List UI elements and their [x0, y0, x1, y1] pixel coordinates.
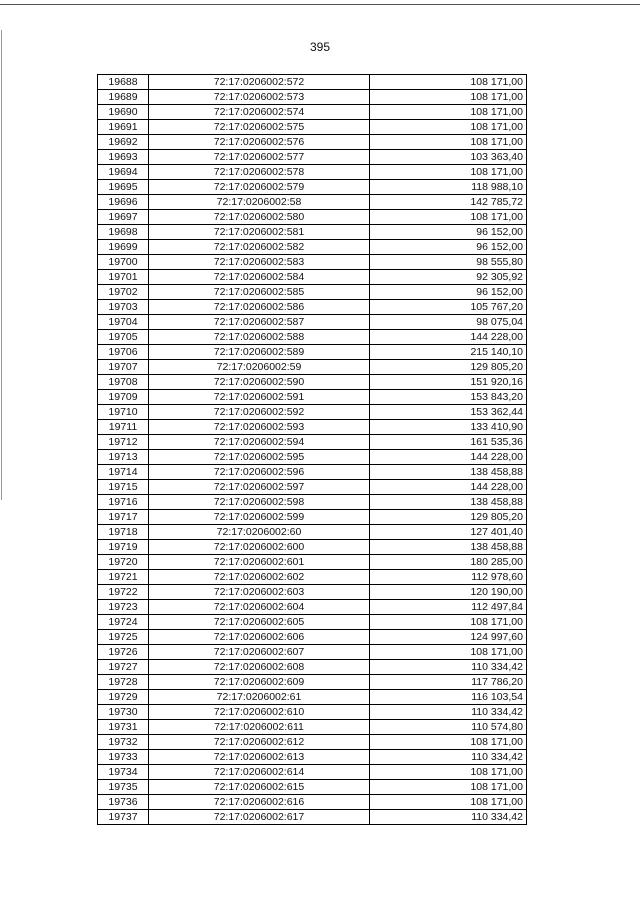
value-cell: 110 334,42: [370, 810, 527, 825]
cadastral-number-cell: 72:17:0206002:612: [149, 735, 370, 750]
cadastral-number-cell: 72:17:0206002:576: [149, 135, 370, 150]
table-row: [98, 750, 527, 765]
table-row: [98, 645, 527, 660]
cadastral-number-cell: 72:17:0206002:585: [149, 285, 370, 300]
table-row: [98, 810, 527, 825]
cadastral-number-cell: 72:17:0206002:598: [149, 495, 370, 510]
cadastral-number-cell: 72:17:0206002:604: [149, 600, 370, 615]
value-cell: 116 103,54: [370, 690, 527, 705]
table-row: [98, 90, 527, 105]
value-cell: 112 978,60: [370, 570, 527, 585]
cadastral-number-cell: 72:17:0206002:58: [149, 195, 370, 210]
table-row: [98, 300, 527, 315]
cadastral-number-cell: 72:17:0206002:611: [149, 720, 370, 735]
cadastral-number-cell: 72:17:0206002:595: [149, 450, 370, 465]
table-row: [98, 225, 527, 240]
row-number-cell: 19734: [98, 765, 149, 780]
row-number-cell: 19704: [98, 315, 149, 330]
row-number-cell: 19711: [98, 420, 149, 435]
row-number-cell: 19696: [98, 195, 149, 210]
table-row: [98, 555, 527, 570]
table-row: [98, 465, 527, 480]
value-cell: 108 171,00: [370, 615, 527, 630]
table-row: [98, 525, 527, 540]
cadastral-number-cell: 72:17:0206002:586: [149, 300, 370, 315]
row-number-cell: 19689: [98, 90, 149, 105]
cadastral-number-cell: 72:17:0206002:606: [149, 630, 370, 645]
table-row: [98, 510, 527, 525]
table-row: [98, 315, 527, 330]
value-cell: 138 458,88: [370, 465, 527, 480]
cadastral-number-cell: 72:17:0206002:583: [149, 255, 370, 270]
cadastral-number-cell: 72:17:0206002:593: [149, 420, 370, 435]
value-cell: 96 152,00: [370, 240, 527, 255]
row-number-cell: 19724: [98, 615, 149, 630]
row-number-cell: 19736: [98, 795, 149, 810]
row-number-cell: 19701: [98, 270, 149, 285]
value-cell: 96 152,00: [370, 285, 527, 300]
cadastral-number-cell: 72:17:0206002:601: [149, 555, 370, 570]
row-number-cell: 19730: [98, 705, 149, 720]
table-row: [98, 585, 527, 600]
table-row: [98, 780, 527, 795]
row-number-cell: 19691: [98, 120, 149, 135]
table-row: [98, 615, 527, 630]
row-number-cell: 19699: [98, 240, 149, 255]
table-row: [98, 450, 527, 465]
cadastral-number-cell: 72:17:0206002:580: [149, 210, 370, 225]
value-cell: 161 535,36: [370, 435, 527, 450]
row-number-cell: 19714: [98, 465, 149, 480]
value-cell: 110 334,42: [370, 660, 527, 675]
cadastral-number-cell: 72:17:0206002:589: [149, 345, 370, 360]
cadastral-number-cell: 72:17:0206002:616: [149, 795, 370, 810]
row-number-cell: 19719: [98, 540, 149, 555]
value-cell: 108 171,00: [370, 120, 527, 135]
table-row: [98, 630, 527, 645]
row-number-cell: 19731: [98, 720, 149, 735]
row-number-cell: 19728: [98, 675, 149, 690]
table-row: [98, 180, 527, 195]
row-number-cell: 19725: [98, 630, 149, 645]
cadastral-number-cell: 72:17:0206002:592: [149, 405, 370, 420]
table-row: [98, 480, 527, 495]
cadastral-number-cell: 72:17:0206002:573: [149, 90, 370, 105]
table-row: [98, 75, 527, 90]
row-number-cell: 19715: [98, 480, 149, 495]
value-cell: 120 190,00: [370, 585, 527, 600]
value-cell: 144 228,00: [370, 480, 527, 495]
cadastral-number-cell: 72:17:0206002:594: [149, 435, 370, 450]
table-row: [98, 210, 527, 225]
row-number-cell: 19718: [98, 525, 149, 540]
value-cell: 96 152,00: [370, 225, 527, 240]
row-number-cell: 19735: [98, 780, 149, 795]
cadastral-number-cell: 72:17:0206002:61: [149, 690, 370, 705]
table-row: [98, 345, 527, 360]
value-cell: 108 171,00: [370, 135, 527, 150]
table-row: [98, 795, 527, 810]
cadastral-number-cell: 72:17:0206002:578: [149, 165, 370, 180]
cadastral-number-cell: 72:17:0206002:581: [149, 225, 370, 240]
value-cell: 138 458,88: [370, 495, 527, 510]
row-number-cell: 19706: [98, 345, 149, 360]
table-row: [98, 420, 527, 435]
row-number-cell: 19733: [98, 750, 149, 765]
value-cell: 110 574,80: [370, 720, 527, 735]
table-row: [98, 735, 527, 750]
row-number-cell: 19720: [98, 555, 149, 570]
value-cell: 105 767,20: [370, 300, 527, 315]
value-cell: 124 997,60: [370, 630, 527, 645]
value-cell: 118 988,10: [370, 180, 527, 195]
value-cell: 108 171,00: [370, 90, 527, 105]
row-number-cell: 19722: [98, 585, 149, 600]
row-number-cell: 19700: [98, 255, 149, 270]
cadastral-number-cell: 72:17:0206002:588: [149, 330, 370, 345]
cadastral-number-cell: 72:17:0206002:584: [149, 270, 370, 285]
row-number-cell: 19702: [98, 285, 149, 300]
value-cell: 108 171,00: [370, 165, 527, 180]
row-number-cell: 19729: [98, 690, 149, 705]
cadastral-number-cell: 72:17:0206002:590: [149, 375, 370, 390]
cadastral-number-cell: 72:17:0206002:596: [149, 465, 370, 480]
table-row: [98, 720, 527, 735]
value-cell: 108 171,00: [370, 210, 527, 225]
cadastral-number-cell: 72:17:0206002:617: [149, 810, 370, 825]
table-row: [98, 360, 527, 375]
table-row: [98, 330, 527, 345]
cadastral-number-cell: 72:17:0206002:577: [149, 150, 370, 165]
cadastral-number-cell: 72:17:0206002:610: [149, 705, 370, 720]
cadastral-number-cell: 72:17:0206002:582: [149, 240, 370, 255]
cadastral-number-cell: 72:17:0206002:587: [149, 315, 370, 330]
cadastral-number-cell: 72:17:0206002:602: [149, 570, 370, 585]
value-cell: 127 401,40: [370, 525, 527, 540]
value-cell: 138 458,88: [370, 540, 527, 555]
value-cell: 98 555,80: [370, 255, 527, 270]
cadastral-table: [97, 74, 527, 825]
value-cell: 180 285,00: [370, 555, 527, 570]
value-cell: 108 171,00: [370, 645, 527, 660]
value-cell: 142 785,72: [370, 195, 527, 210]
row-number-cell: 19694: [98, 165, 149, 180]
table-row: [98, 270, 527, 285]
row-number-cell: 19697: [98, 210, 149, 225]
row-number-cell: 19708: [98, 375, 149, 390]
row-number-cell: 19713: [98, 450, 149, 465]
table-row: [98, 165, 527, 180]
table-row: [98, 705, 527, 720]
row-number-cell: 19705: [98, 330, 149, 345]
value-cell: 153 843,20: [370, 390, 527, 405]
page-number: 395: [309, 40, 331, 54]
cadastral-number-cell: 72:17:0206002:572: [149, 75, 370, 90]
row-number-cell: 19709: [98, 390, 149, 405]
row-number-cell: 19732: [98, 735, 149, 750]
table-body: [98, 75, 527, 825]
row-number-cell: 19737: [98, 810, 149, 825]
value-cell: 144 228,00: [370, 330, 527, 345]
cadastral-number-cell: 72:17:0206002:614: [149, 765, 370, 780]
value-cell: 108 171,00: [370, 75, 527, 90]
table-row: [98, 375, 527, 390]
row-number-cell: 19721: [98, 570, 149, 585]
row-number-cell: 19727: [98, 660, 149, 675]
value-cell: 129 805,20: [370, 510, 527, 525]
cadastral-number-cell: 72:17:0206002:59: [149, 360, 370, 375]
table-row: [98, 285, 527, 300]
cadastral-number-cell: 72:17:0206002:608: [149, 660, 370, 675]
table-row: [98, 435, 527, 450]
table-row: [98, 570, 527, 585]
value-cell: 108 171,00: [370, 780, 527, 795]
row-number-cell: 19692: [98, 135, 149, 150]
cadastral-number-cell: 72:17:0206002:607: [149, 645, 370, 660]
cadastral-number-cell: 72:17:0206002:600: [149, 540, 370, 555]
table-row: [98, 150, 527, 165]
row-number-cell: 19723: [98, 600, 149, 615]
top-border-line: [0, 4, 640, 5]
table-row: [98, 195, 527, 210]
cadastral-number-cell: 72:17:0206002:597: [149, 480, 370, 495]
value-cell: 103 363,40: [370, 150, 527, 165]
table-row: [98, 495, 527, 510]
value-cell: 153 362,44: [370, 405, 527, 420]
table-row: [98, 390, 527, 405]
row-number-cell: 19688: [98, 75, 149, 90]
left-margin-line: [1, 30, 2, 500]
table-row: [98, 660, 527, 675]
table-row: [98, 135, 527, 150]
value-cell: 108 171,00: [370, 795, 527, 810]
value-cell: 98 075,04: [370, 315, 527, 330]
value-cell: 108 171,00: [370, 735, 527, 750]
cadastral-number-cell: 72:17:0206002:603: [149, 585, 370, 600]
row-number-cell: 19717: [98, 510, 149, 525]
value-cell: 133 410,90: [370, 420, 527, 435]
value-cell: 108 171,00: [370, 105, 527, 120]
value-cell: 108 171,00: [370, 765, 527, 780]
value-cell: 110 334,42: [370, 750, 527, 765]
table-row: [98, 255, 527, 270]
row-number-cell: 19726: [98, 645, 149, 660]
value-cell: 110 334,42: [370, 705, 527, 720]
row-number-cell: 19703: [98, 300, 149, 315]
cadastral-number-cell: 72:17:0206002:574: [149, 105, 370, 120]
cadastral-number-cell: 72:17:0206002:613: [149, 750, 370, 765]
value-cell: 151 920,16: [370, 375, 527, 390]
cadastral-number-cell: 72:17:0206002:605: [149, 615, 370, 630]
value-cell: 117 786,20: [370, 675, 527, 690]
table-row: [98, 765, 527, 780]
table-row: [98, 120, 527, 135]
table-row: [98, 105, 527, 120]
table-row: [98, 405, 527, 420]
cadastral-number-cell: 72:17:0206002:60: [149, 525, 370, 540]
row-number-cell: 19695: [98, 180, 149, 195]
row-number-cell: 19710: [98, 405, 149, 420]
cadastral-number-cell: 72:17:0206002:615: [149, 780, 370, 795]
row-number-cell: 19698: [98, 225, 149, 240]
row-number-cell: 19693: [98, 150, 149, 165]
cadastral-number-cell: 72:17:0206002:591: [149, 390, 370, 405]
cadastral-number-cell: 72:17:0206002:579: [149, 180, 370, 195]
table-row: [98, 690, 527, 705]
cadastral-number-cell: 72:17:0206002:609: [149, 675, 370, 690]
row-number-cell: 19716: [98, 495, 149, 510]
row-number-cell: 19712: [98, 435, 149, 450]
value-cell: 112 497,84: [370, 600, 527, 615]
row-number-cell: 19707: [98, 360, 149, 375]
table-row: [98, 240, 527, 255]
value-cell: 92 305,92: [370, 270, 527, 285]
table-row: [98, 540, 527, 555]
table-row: [98, 600, 527, 615]
row-number-cell: 19690: [98, 105, 149, 120]
cadastral-number-cell: 72:17:0206002:599: [149, 510, 370, 525]
cadastral-number-cell: 72:17:0206002:575: [149, 120, 370, 135]
table-row: [98, 675, 527, 690]
value-cell: 129 805,20: [370, 360, 527, 375]
value-cell: 144 228,00: [370, 450, 527, 465]
value-cell: 215 140,10: [370, 345, 527, 360]
